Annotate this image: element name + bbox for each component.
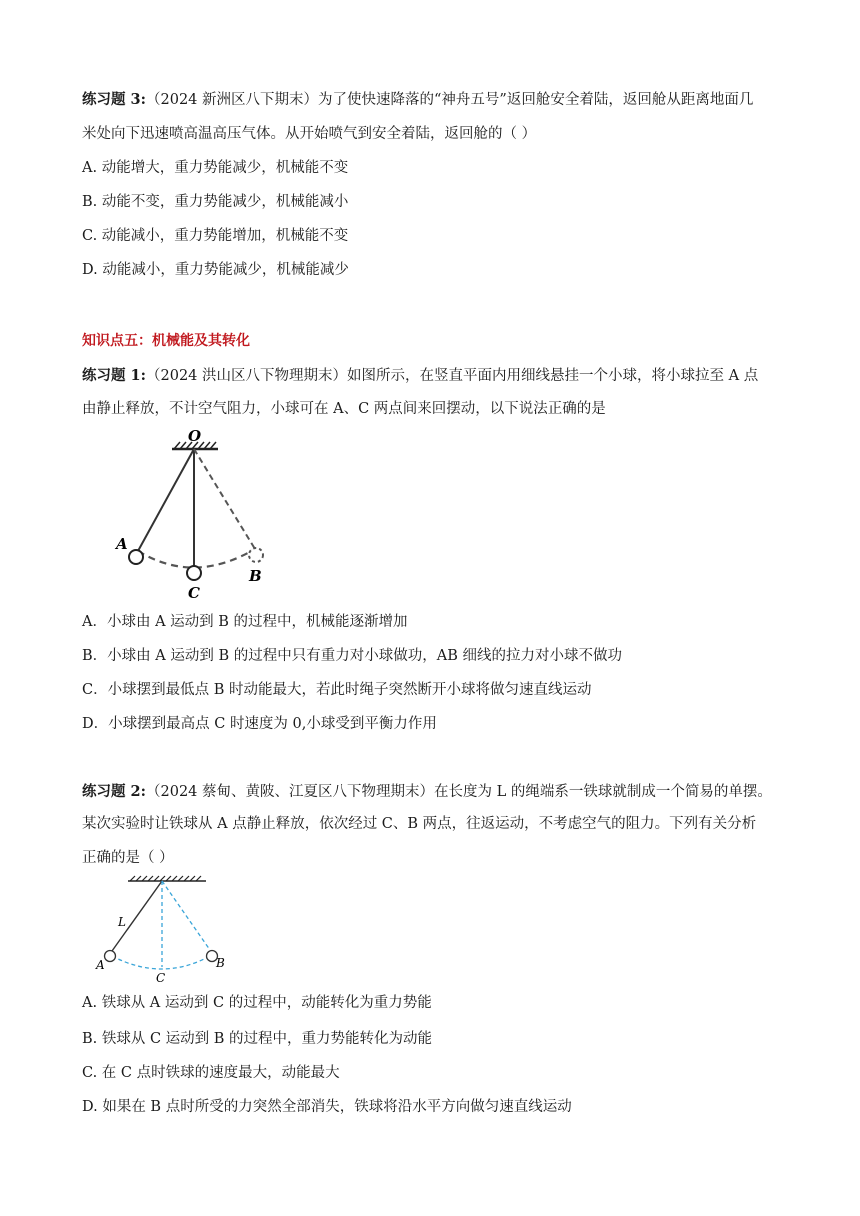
label-c: C	[156, 971, 166, 985]
question-text: （2024 蔡甸、黄陂、江夏区八下物理期末）在长度为 L 的绳端系一铁球就制成一个简易的单摆。	[146, 784, 772, 800]
label-b: B	[216, 956, 225, 970]
option-b: B. 动能不变，重力势能减少，机械能减小	[82, 194, 349, 210]
question-3-line-2: 米处向下迅速喷高温高压气体。从开始喷气到安全着陆，返回舱的（ ）	[82, 126, 537, 142]
label-c: C	[188, 584, 200, 602]
pendulum-figure-1	[100, 425, 280, 605]
question-2-line-3: 正确的是（ ）	[82, 850, 174, 866]
option-a: A．小球由 A 运动到 B 的过程中，机械能逐渐增加	[82, 614, 408, 630]
option-c: C. 动能减小，重力势能增加，机械能不变	[82, 228, 349, 244]
label-b: B	[249, 567, 262, 585]
label-a: A	[96, 958, 105, 972]
option-d: D. 动能减小，重力势能减少，机械能减少	[82, 262, 349, 278]
label-l: L	[118, 915, 126, 929]
question-1-line-1	[82, 366, 758, 386]
question-2-line-1	[82, 782, 772, 802]
option-c: C. 在 C 点时铁球的速度最大，动能最大	[82, 1065, 340, 1081]
question-label: 练习题 2:	[82, 783, 146, 800]
option-d: D．小球摆到最高点 C 时速度为 0,小球受到平衡力作用	[82, 716, 437, 732]
option-c: C．小球摆到最低点 B 时动能最大，若此时绳子突然断开小球将做匀速直线运动	[82, 682, 592, 698]
option-b: B. 铁球从 C 运动到 B 的过程中，重力势能转化为动能	[82, 1031, 433, 1047]
question-1-line-2: 由静止释放，不计空气阻力，小球可在 A、C 两点间来回摆动，以下说法正确的是	[82, 401, 606, 417]
option-d: D. 如果在 B 点时所受的力突然全部消失，铁球将沿水平方向做匀速直线运动	[82, 1099, 572, 1115]
section-title: 知识点五：机械能及其转化	[82, 333, 250, 349]
option-b: B．小球由 A 运动到 B 的过程中只有重力对小球做功，AB 细线的拉力对小球不做功	[82, 648, 622, 664]
question-text: （2024 新洲区八下期末）为了使快速降落的“神舟五号”返回舱安全着陆，返回舱从距离地面几	[146, 92, 754, 108]
question-label: 练习题 1:	[82, 367, 146, 384]
question-2-line-2: 某次实验时让铁球从 A 点静止释放，依次经过 C、B 两点，往返运动，不考虑空气的阻力。下列有关分析	[82, 816, 757, 832]
question-3-line-1	[82, 90, 753, 110]
question-text: （2024 洪山区八下物理期末）如图所示，在竖直平面内用细线悬挂一个小球，将小球拉至 A 点	[146, 368, 759, 384]
question-label: 练习题 3:	[82, 91, 146, 108]
option-a: A. 铁球从 A 运动到 C 的过程中，动能转化为重力势能	[82, 995, 432, 1011]
pendulum-figure-2	[90, 872, 240, 988]
label-a: A	[116, 535, 128, 553]
option-a: A. 动能增大，重力势能减少，机械能不变	[82, 160, 349, 176]
label-o: O	[188, 427, 202, 445]
